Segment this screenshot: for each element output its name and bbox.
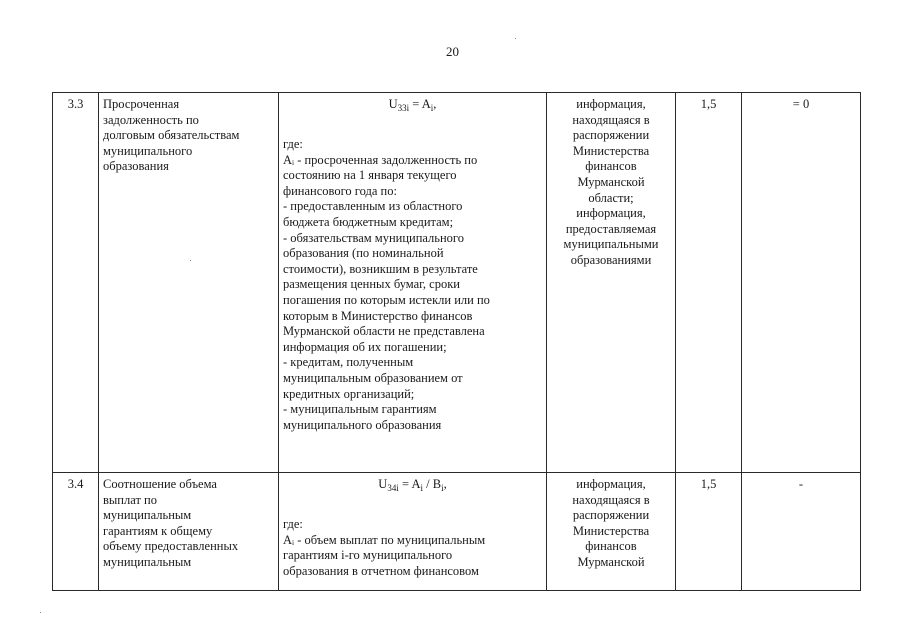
definition-line: - обязательствам муниципального (283, 230, 464, 245)
data-source (547, 473, 676, 591)
indicator-name-line: гарантиям к общему (103, 523, 213, 538)
definition-line: где: (283, 137, 303, 151)
data-source-line: находящаяся в (572, 112, 650, 127)
formula-definition (283, 137, 542, 433)
formula-cell (279, 93, 547, 473)
indicator-name-line: долговым обязательствам (103, 128, 240, 143)
data-source-line: финансов (585, 539, 637, 554)
indicator-name-line: Соотношение объема (103, 477, 217, 491)
definition-line: образования в отчетном финансовом (283, 563, 479, 578)
indicator-name-line: муниципального (103, 143, 193, 158)
definition-line: - предоставленным из областного (283, 199, 463, 214)
data-source-line: распоряжении (572, 128, 650, 143)
data-source-line: области; (588, 190, 634, 205)
criteria-table (52, 92, 861, 591)
data-source (547, 93, 676, 473)
definition-line: информация об их погашении; (283, 339, 447, 354)
indicator-name (99, 93, 279, 473)
definition-line: где: (283, 517, 303, 531)
data-source-line: предоставляемая (565, 221, 657, 236)
definition-line: размещения ценных бумаг, сроки (283, 277, 460, 292)
definition-line: гарантиям i-го муниципального (283, 548, 453, 563)
scan-speck (515, 38, 516, 39)
data-source-line: информация, (576, 477, 646, 491)
definition-line: - кредитам, полученным (283, 355, 414, 370)
definition-line: которым в Министерство финансов (283, 308, 473, 323)
formula-definition (283, 517, 542, 579)
data-source-line: информация, (576, 206, 646, 221)
row-number: 3.3 (53, 93, 99, 473)
row-number: 3.4 (53, 473, 99, 591)
indicator-name-line: выплат по (103, 492, 157, 507)
data-source-line: образованиями (570, 252, 652, 267)
indicator-name-line: муниципальным (103, 508, 192, 523)
formula-cell (279, 473, 547, 591)
formula: $U_{34i} = A_i / B_i$, (378, 477, 447, 493)
definition-line: Мурманской области не представлена (283, 324, 485, 339)
weight-coefficient: 1,5 (676, 473, 742, 591)
indicator-name-line: Просроченная (103, 97, 180, 111)
data-source-line: Мурманской (577, 174, 645, 189)
definition-line: погашения по которым истекли или по (283, 292, 490, 307)
definition-line: Aᵢ - объем выплат по муниципальным (283, 532, 486, 547)
data-source-line: Министерства (572, 523, 650, 538)
definition-line: кредитных организаций; (283, 386, 415, 401)
scan-speck (190, 260, 191, 261)
indicator-name (99, 473, 279, 591)
table-body (53, 93, 861, 591)
formula: $U_{33i} = A_i$, (388, 97, 437, 113)
data-source-line: распоряжении (572, 508, 650, 523)
definition-line: образования (по номинальной (283, 246, 444, 261)
data-source-line: муниципальными (563, 237, 659, 252)
definition-line: стоимости), возникшим в результате (283, 261, 478, 276)
threshold-value: = 0 (742, 93, 861, 473)
definition-line: муниципального образования (283, 417, 442, 432)
data-source-line: Министерства (572, 143, 650, 158)
definition-line: бюджета бюджетным кредитам; (283, 214, 454, 229)
page-number: 20 (446, 44, 459, 59)
data-source-line: финансов (585, 159, 637, 174)
scan-speck (40, 612, 41, 613)
definition-line: - муниципальным гарантиям (283, 402, 437, 417)
data-source-line: Мурманской (577, 554, 645, 569)
indicator-name-line: задолженность по (103, 112, 199, 127)
definition-line: финансового года по: (283, 183, 397, 198)
threshold-value: - (742, 473, 861, 591)
data-source-line: информация, (576, 97, 646, 111)
indicator-name-line: муниципальным (103, 554, 192, 569)
table-row (53, 93, 861, 473)
weight-coefficient: 1,5 (676, 93, 742, 473)
data-source-line: находящаяся в (572, 492, 650, 507)
definition-line: состоянию на 1 января текущего (283, 168, 457, 183)
indicator-name-line: объему предоставленных (103, 539, 239, 554)
definition-line: муниципальным образованием от (283, 370, 463, 385)
indicator-name-line: образования (103, 159, 169, 174)
definition-line: Aᵢ - просроченная задолженность по (283, 152, 478, 167)
table-row (53, 473, 861, 591)
